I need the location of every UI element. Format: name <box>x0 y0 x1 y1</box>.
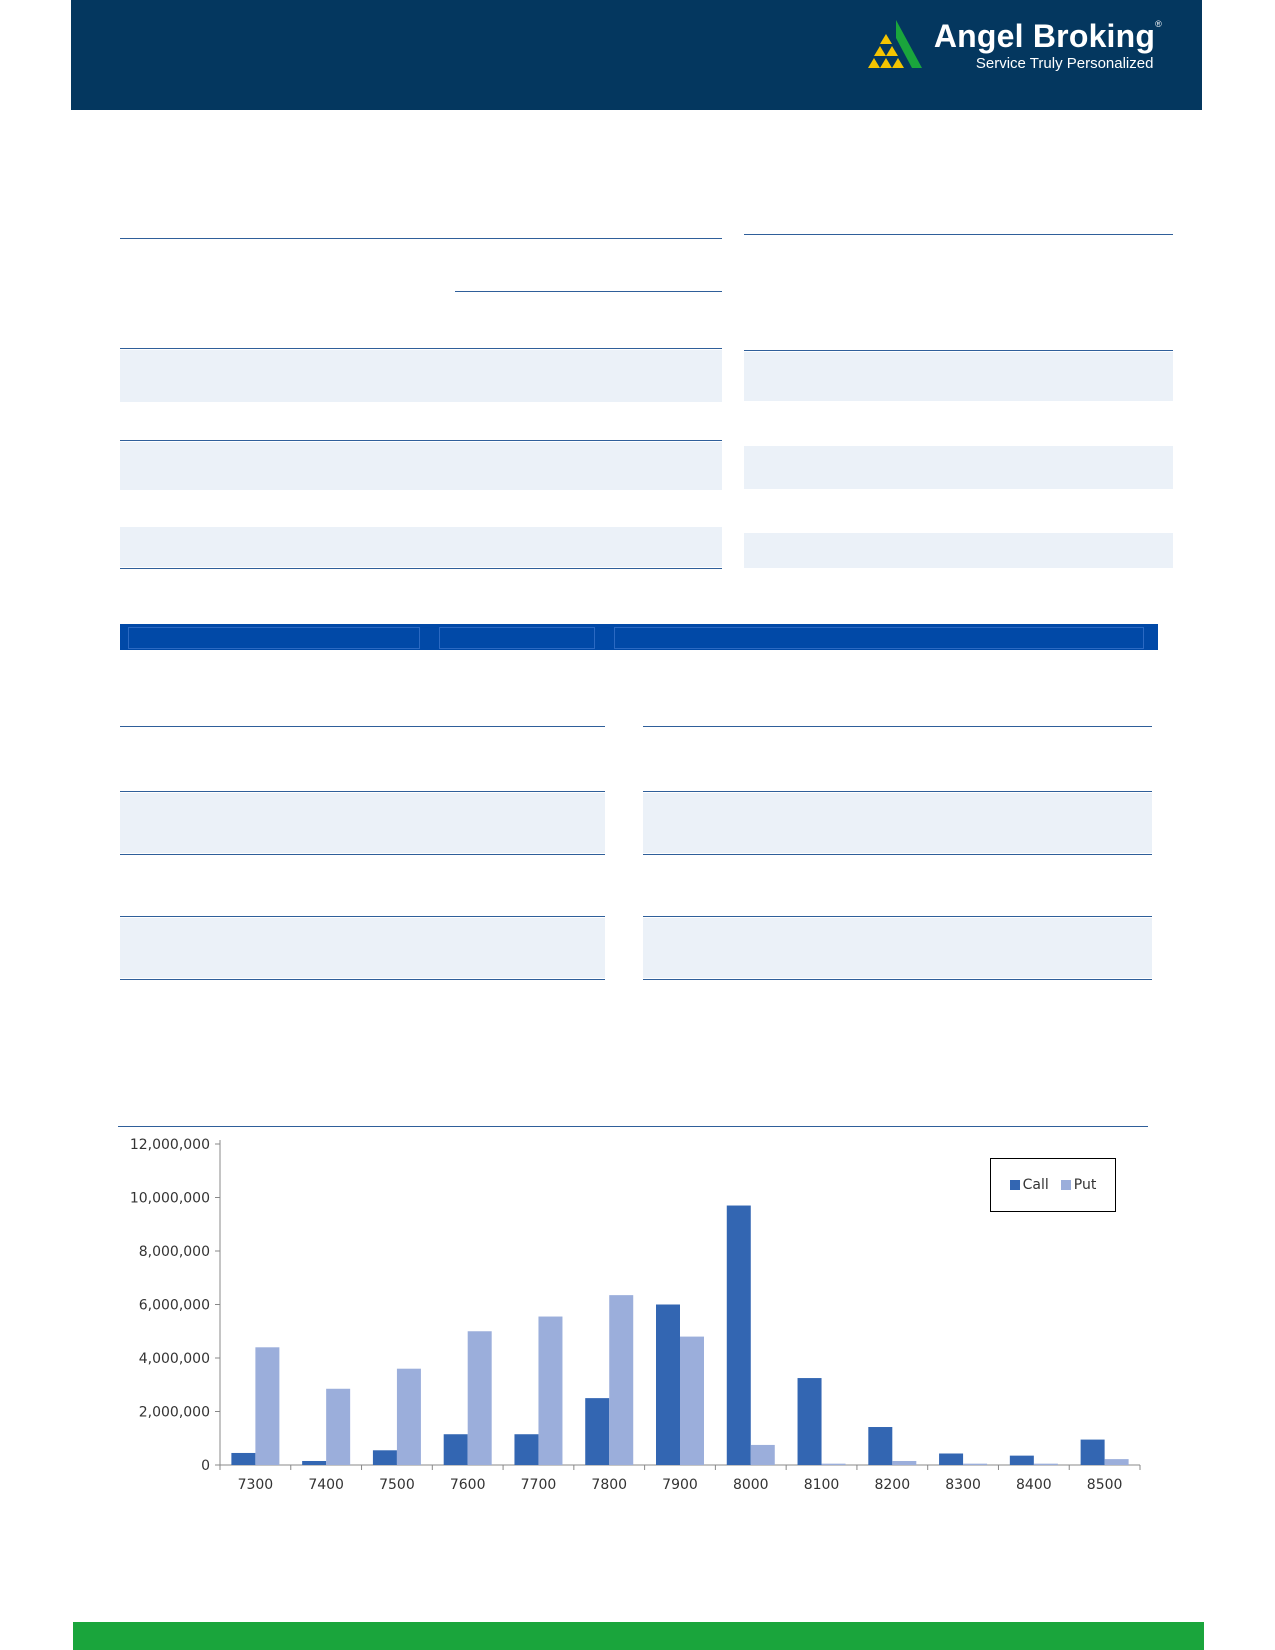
x-tick-label: 8000 <box>732 1477 769 1493</box>
x-tick-label: 7500 <box>379 1477 415 1493</box>
header-band <box>71 0 1202 110</box>
bar-put-8300 <box>963 1464 987 1465</box>
brand-name: Angel Broking® <box>933 18 1162 54</box>
y-tick-label: 12,000,000 <box>129 1137 210 1153</box>
y-tick-label: 8,000,000 <box>138 1244 210 1260</box>
x-tick-label: 7800 <box>591 1477 628 1493</box>
bar-call-8100 <box>798 1378 822 1465</box>
table-row <box>120 793 605 853</box>
footer-band <box>73 1622 1204 1650</box>
bar-call-7600 <box>444 1434 468 1465</box>
legend-item-put <box>1061 1177 1097 1193</box>
rule <box>120 916 605 917</box>
x-tick-label: 8400 <box>1016 1477 1052 1493</box>
rule <box>120 979 605 980</box>
section-header-bar <box>120 624 1158 650</box>
bar-put-7600 <box>468 1331 492 1465</box>
x-tick-label: 7600 <box>449 1477 486 1493</box>
rule <box>120 348 722 349</box>
bar-put-7800 <box>609 1295 633 1465</box>
bar-put-8200 <box>892 1461 916 1465</box>
legend-label-call: Call <box>1022 1177 1049 1193</box>
bar-call-8300 <box>939 1453 963 1465</box>
bar-put-8000 <box>751 1445 775 1465</box>
section-header-cell <box>614 627 1144 649</box>
y-tick-label: 2,000,000 <box>138 1404 210 1421</box>
legend-label-put: Put <box>1073 1177 1097 1193</box>
legend-swatch-call <box>1010 1180 1020 1190</box>
rule <box>120 726 605 727</box>
bar-call-8000 <box>727 1206 751 1465</box>
rule <box>643 979 1152 980</box>
bar-call-7500 <box>373 1450 397 1465</box>
bar-call-7900 <box>656 1305 680 1466</box>
bar-call-8200 <box>868 1427 892 1465</box>
chart-legend <box>990 1158 1116 1212</box>
rule <box>643 916 1152 917</box>
y-tick-label: 6,000,000 <box>138 1297 210 1314</box>
rule <box>744 350 1173 351</box>
x-tick-label: 8500 <box>1086 1477 1123 1493</box>
table-row <box>120 918 605 978</box>
legend-swatch-put <box>1061 1180 1071 1190</box>
rule <box>120 854 605 855</box>
table-row <box>643 918 1152 978</box>
table-row <box>120 442 722 490</box>
bar-call-7300 <box>231 1453 255 1465</box>
y-tick-label: 0 <box>201 1458 210 1474</box>
bar-put-7900 <box>680 1337 704 1465</box>
x-tick-label: 7300 <box>237 1477 274 1493</box>
bar-call-8400 <box>1010 1456 1034 1465</box>
angel-logo-icon <box>866 20 922 72</box>
bar-put-7500 <box>397 1369 421 1465</box>
brand <box>934 20 1162 72</box>
x-tick-label: 8200 <box>874 1477 911 1493</box>
rule <box>120 440 722 441</box>
bar-put-8100 <box>822 1464 846 1465</box>
rule <box>643 726 1152 727</box>
rule <box>120 568 722 569</box>
bar-call-7800 <box>585 1398 609 1465</box>
rule <box>455 291 722 292</box>
x-tick-label: 8100 <box>803 1477 840 1493</box>
rule <box>120 238 722 239</box>
x-tick-label: 8300 <box>945 1477 981 1493</box>
table-row <box>643 793 1152 853</box>
y-tick-label: 10,000,000 <box>129 1190 210 1207</box>
table-row <box>744 533 1173 568</box>
bar-call-7400 <box>302 1461 326 1465</box>
table-row <box>744 352 1173 401</box>
section-header-cell <box>128 627 420 649</box>
brand-tagline: Service Truly Personalized <box>975 55 1154 72</box>
bar-put-7300 <box>255 1347 279 1465</box>
bar-put-8500 <box>1105 1459 1129 1465</box>
bar-call-8500 <box>1081 1440 1105 1465</box>
bar-put-7400 <box>326 1389 350 1465</box>
table-row <box>744 446 1173 489</box>
rule <box>744 234 1173 235</box>
bar-put-8400 <box>1034 1464 1058 1465</box>
table-row <box>120 527 722 567</box>
rule <box>120 791 605 792</box>
bar-put-7700 <box>538 1317 562 1465</box>
y-tick-label: 4,000,000 <box>138 1351 210 1367</box>
rule <box>643 791 1152 792</box>
legend-item-call <box>1010 1177 1049 1193</box>
rule <box>643 854 1152 855</box>
table-row <box>120 350 722 402</box>
x-tick-label: 7900 <box>662 1477 698 1493</box>
open-interest-chart <box>110 1120 1150 1500</box>
section-header-cell <box>439 627 595 649</box>
x-tick-label: 7700 <box>520 1477 557 1493</box>
x-tick-label: 7400 <box>308 1477 344 1493</box>
bar-call-7700 <box>514 1434 538 1465</box>
